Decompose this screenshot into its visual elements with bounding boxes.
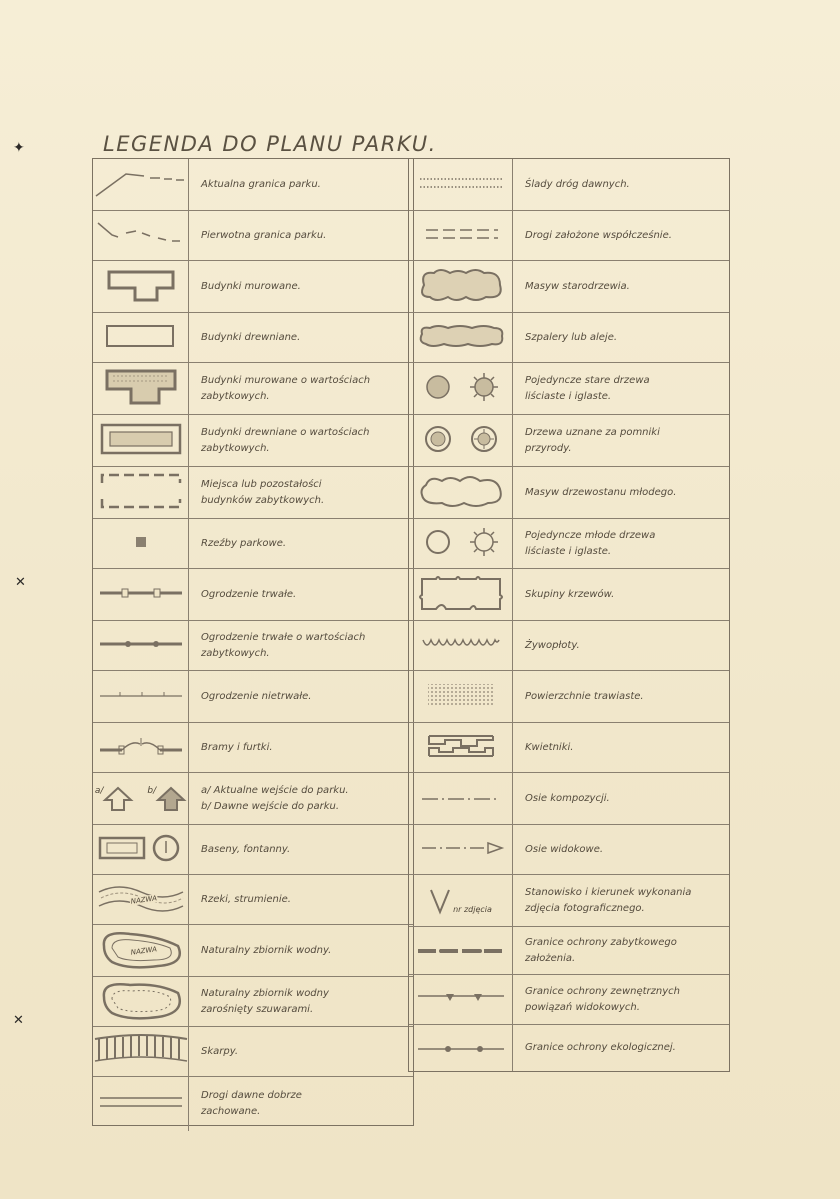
historic-wooden-building-icon [98, 421, 184, 461]
legend-description-line: Miejsca lub pozostałości [201, 478, 322, 490]
legend-description-line: Granice ochrony zewnętrznych [525, 985, 680, 997]
legend-description-line: przyrody. [525, 442, 572, 454]
right-legend-row [409, 159, 729, 211]
legend-description-line: Budynki drewniane. [201, 331, 301, 343]
water-name-label: NAZWA [129, 893, 157, 906]
historic-fence-icon [98, 636, 184, 655]
legend-description-line: Skupiny krzewów. [525, 588, 615, 600]
photo-number-label: nr zdjęcia [453, 904, 492, 914]
legend-description-line: Granice ochrony ekologicznej. [525, 1042, 676, 1053]
legend-symbol-cell [93, 159, 189, 210]
legend-symbol-cell [409, 159, 513, 210]
right-legend-row [409, 671, 729, 723]
legend-description-line: Żywopłoty. [525, 639, 580, 651]
wooden-building-icon [101, 321, 181, 355]
legend-symbol-cell [409, 621, 513, 670]
right-legend-row [409, 415, 729, 467]
legend-description [513, 159, 729, 210]
legend-symbol-cell [93, 569, 189, 620]
legend-description-line: Pojedyncze młode drzewa [525, 529, 656, 541]
margin-mark: ✕ [13, 1013, 24, 1028]
legend-description-line: liściaste i iglaste. [525, 545, 612, 557]
legend-symbol-cell [409, 1025, 513, 1071]
legend-description-line: Osie kompozycji. [525, 792, 610, 804]
natural-pond-icon [98, 926, 184, 976]
legend-symbol-cell [409, 975, 513, 1024]
left-legend-row [93, 1077, 413, 1131]
legend-description-line: a/ Aktualne wejście do parku. [201, 784, 349, 796]
young-single-trees-icon [416, 524, 506, 564]
legend-description [189, 773, 413, 824]
legend-description-line: budynków zabytkowych. [201, 494, 325, 506]
legend-description [189, 925, 413, 976]
legend-symbol-cell [409, 927, 513, 974]
legend-description [513, 415, 729, 466]
legend-symbol-cell [93, 825, 189, 874]
legend-description [189, 261, 413, 312]
left-legend-row [93, 313, 413, 363]
left-legend-row [93, 875, 413, 925]
left-legend-row [93, 569, 413, 621]
legend-symbol-cell [93, 1077, 189, 1131]
entrance-label-b: b/ [147, 785, 157, 796]
legend-description [189, 313, 413, 362]
legend-description-line: zabytkowych. [201, 390, 270, 402]
legend-description [513, 723, 729, 772]
legend-description-line: zabytkowych. [201, 442, 270, 454]
legend-description [189, 875, 413, 924]
legend-symbol-cell [409, 363, 513, 414]
escarpment-icon [93, 1033, 189, 1071]
reed-pond-icon [98, 977, 184, 1027]
legend-description [513, 519, 729, 568]
legend-description-line: Szpalery lub aleje. [525, 331, 618, 343]
right-legend-row [409, 773, 729, 825]
right-legend-row [409, 621, 729, 671]
entrance-label-a: a/ [94, 785, 104, 796]
legend-description-line: Granice ochrony zabytkowego [525, 936, 677, 948]
right-legend-row [409, 313, 729, 363]
legend-description-line: powiązań widokowych. [525, 1001, 640, 1013]
right-legend-row [409, 519, 729, 569]
legend-description [513, 1025, 729, 1071]
legend-description [189, 977, 413, 1026]
legend-symbol-cell [409, 723, 513, 772]
right-legend-row [409, 211, 729, 261]
left-legend-row [93, 467, 413, 519]
current-boundary-line-icon [96, 168, 186, 202]
legend-description-line: Ogrodzenie nietrwałe. [201, 690, 312, 702]
legend-description-line: Bramy i furtki. [201, 741, 273, 753]
temporary-fence-icon [98, 687, 184, 706]
photo-station-icon [429, 888, 492, 914]
legend-symbol-cell [409, 261, 513, 312]
right-legend-row [409, 723, 729, 773]
lawn-surfaces-icon [426, 682, 496, 712]
legend-symbol-cell [93, 875, 189, 924]
legend-description [513, 467, 729, 518]
left-legend-row [93, 1027, 413, 1077]
left-legend-row [93, 773, 413, 825]
right-legend-row [409, 825, 729, 875]
left-legend-row [93, 977, 413, 1027]
legend-description-line: Pierwotna granica parku. [201, 229, 327, 241]
legend-description-line: Naturalny zbiornik wodny [201, 987, 329, 999]
right-legend-row [409, 363, 729, 415]
water-name-label: NAZWA [129, 944, 157, 957]
legend-description [189, 363, 413, 414]
legend-description-line: Drzewa uznane za pomniki [525, 426, 660, 438]
legend-description-line: Drogi dawne dobrze [201, 1090, 302, 1101]
historic-protection-boundary-icon [416, 941, 506, 960]
legend-table-left [92, 158, 414, 1126]
legend-description [513, 975, 729, 1024]
legend-symbol-cell [93, 671, 189, 722]
legend-symbol-cell [93, 415, 189, 466]
legend-description [189, 825, 413, 874]
legend-description [189, 519, 413, 568]
left-legend-row [93, 723, 413, 773]
natural-monument-trees-icon [416, 421, 506, 461]
tree-rows-alleys-icon [416, 320, 506, 356]
legend-description [513, 261, 729, 312]
legend-title: LEGENDA DO PLANU PARKU. [103, 132, 437, 156]
pools-fountains-icon [98, 833, 184, 867]
flower-beds-icon [425, 732, 497, 764]
legend-symbol-cell [93, 467, 189, 518]
shrub-groups-icon [416, 573, 506, 617]
legend-description [513, 363, 729, 414]
legend-description [189, 621, 413, 670]
permanent-fence-icon [98, 585, 184, 604]
legend-description [513, 211, 729, 260]
legend-symbol-cell [409, 875, 513, 926]
margin-mark: ✕ [15, 575, 26, 590]
legend-description-line: zabytkowych. [201, 647, 270, 659]
legend-symbol-cell [93, 723, 189, 772]
right-legend-row [409, 875, 729, 927]
legend-table-right [408, 158, 730, 1072]
left-legend-row [93, 519, 413, 569]
right-legend-row [409, 261, 729, 313]
ecological-protection-boundary-icon [416, 1039, 506, 1058]
gates-icon [98, 734, 184, 762]
legend-symbol-cell [409, 825, 513, 874]
legend-description [513, 927, 729, 974]
legend-description-line: Aktualna granica parku. [201, 178, 321, 190]
legend-symbol-cell [93, 977, 189, 1026]
left-legend-row [93, 925, 413, 977]
legend-symbol-cell [93, 621, 189, 670]
legend-symbol-cell [93, 1027, 189, 1076]
left-legend-row [93, 159, 413, 211]
historic-brick-building-icon [101, 367, 181, 411]
legend-description-line: Pojedyncze stare drzewa [525, 374, 650, 386]
right-legend-row [409, 1025, 729, 1071]
park-sculpture-icon [131, 532, 151, 556]
old-single-trees-icon [416, 369, 506, 409]
legend-description-line: Ogrodzenie trwałe o wartościach [201, 631, 366, 643]
view-axes-icon [418, 840, 504, 859]
right-legend-row [409, 467, 729, 519]
left-legend-row [93, 363, 413, 415]
legend-symbol-cell [409, 569, 513, 620]
legend-description-line: Ogrodzenie trwałe. [201, 588, 297, 600]
legend-symbol-cell [93, 261, 189, 312]
legend-description-line: Stanowisko i kierunek wykonania [525, 886, 692, 898]
legend-symbol-cell [409, 671, 513, 722]
margin-mark: ✦ [13, 140, 25, 156]
legend-description [189, 211, 413, 260]
former-entrance-arrow-icon [156, 786, 186, 812]
legend-description-line: Masyw starodrzewia. [525, 280, 630, 292]
old-road-traces-icon [418, 173, 504, 197]
legend-description [189, 1077, 413, 1131]
left-legend-row [93, 825, 413, 875]
legend-description-line: Rzeźby parkowe. [201, 537, 287, 549]
right-legend-row [409, 975, 729, 1025]
original-boundary-line-icon [96, 219, 186, 253]
legend-description [513, 671, 729, 722]
legend-description [513, 875, 729, 926]
right-legend-row [409, 927, 729, 975]
river-icon [97, 880, 185, 920]
legend-description [189, 1027, 413, 1076]
view-protection-boundary-icon [416, 990, 506, 1009]
legend-symbol-cell [409, 211, 513, 260]
legend-description-line: Ślady dróg dawnych. [525, 178, 630, 190]
legend-description [189, 671, 413, 722]
legend-description [513, 825, 729, 874]
legend-description-line: Budynki murowane. [201, 280, 301, 292]
hedges-icon [421, 636, 501, 656]
legend-symbol-cell [409, 313, 513, 362]
legend-symbol-cell [93, 773, 189, 824]
legend-description [513, 569, 729, 620]
left-legend-row [93, 621, 413, 671]
legend-description-line: Budynki drewniane o wartościach [201, 426, 370, 438]
legend-description-line: zdjęcia fotograficznego. [525, 902, 645, 914]
legend-symbol-cell [409, 467, 513, 518]
legend-description-line: Naturalny zbiornik wodny. [201, 944, 332, 956]
composition-axes-icon [418, 789, 504, 808]
legend-symbol-cell [93, 925, 189, 976]
legend-symbol-cell [93, 313, 189, 362]
legend-symbol-cell [93, 519, 189, 568]
legend-description-line: zarośnięty szuwarami. [201, 1003, 314, 1015]
legend-description [189, 159, 413, 210]
legend-description [513, 773, 729, 824]
legend-description-line: Skarpy. [201, 1045, 239, 1057]
left-legend-row [93, 415, 413, 467]
right-legend-row [409, 569, 729, 621]
left-legend-row [93, 261, 413, 313]
legend-description-line: Budynki murowane o wartościach [201, 374, 371, 386]
legend-description-line: Powierzchnie trawiaste. [525, 690, 644, 702]
brick-building-icon [101, 268, 181, 306]
legend-description [189, 569, 413, 620]
legend-symbol-cell [409, 773, 513, 824]
legend-symbol-cell [93, 363, 189, 414]
current-entrance-arrow-icon [103, 786, 133, 812]
legend-description-line: założenia. [525, 952, 576, 964]
legend-symbol-cell [409, 415, 513, 466]
legend-description-line: zachowane. [201, 1106, 261, 1117]
old-tree-mass-icon [416, 265, 506, 309]
legend-description-line: Baseny, fontanny. [201, 843, 291, 855]
legend-symbol-cell [409, 519, 513, 568]
legend-description-line: b/ Dawne wejście do parku. [201, 800, 340, 812]
legend-description [513, 313, 729, 362]
legend-description-line: Osie widokowe. [525, 843, 604, 855]
legend-description [189, 467, 413, 518]
left-legend-row [93, 671, 413, 723]
legend-description-line: Masyw drzewostanu młodego. [525, 486, 677, 498]
legend-description [189, 723, 413, 772]
old-roads-icon [98, 1092, 184, 1116]
legend-description-line: Rzeki, strumienie. [201, 893, 291, 905]
historic-building-remains-icon [98, 471, 184, 515]
modern-roads-icon [418, 224, 504, 248]
legend-description [189, 415, 413, 466]
legend-description [513, 621, 729, 670]
left-legend-row [93, 211, 413, 261]
young-tree-mass-icon [416, 471, 506, 515]
legend-description-line: Drogi założone współcześnie. [525, 229, 672, 241]
legend-description-line: Kwietniki. [525, 741, 574, 753]
legend-description-line: liściaste i iglaste. [525, 390, 612, 402]
legend-symbol-cell [93, 211, 189, 260]
